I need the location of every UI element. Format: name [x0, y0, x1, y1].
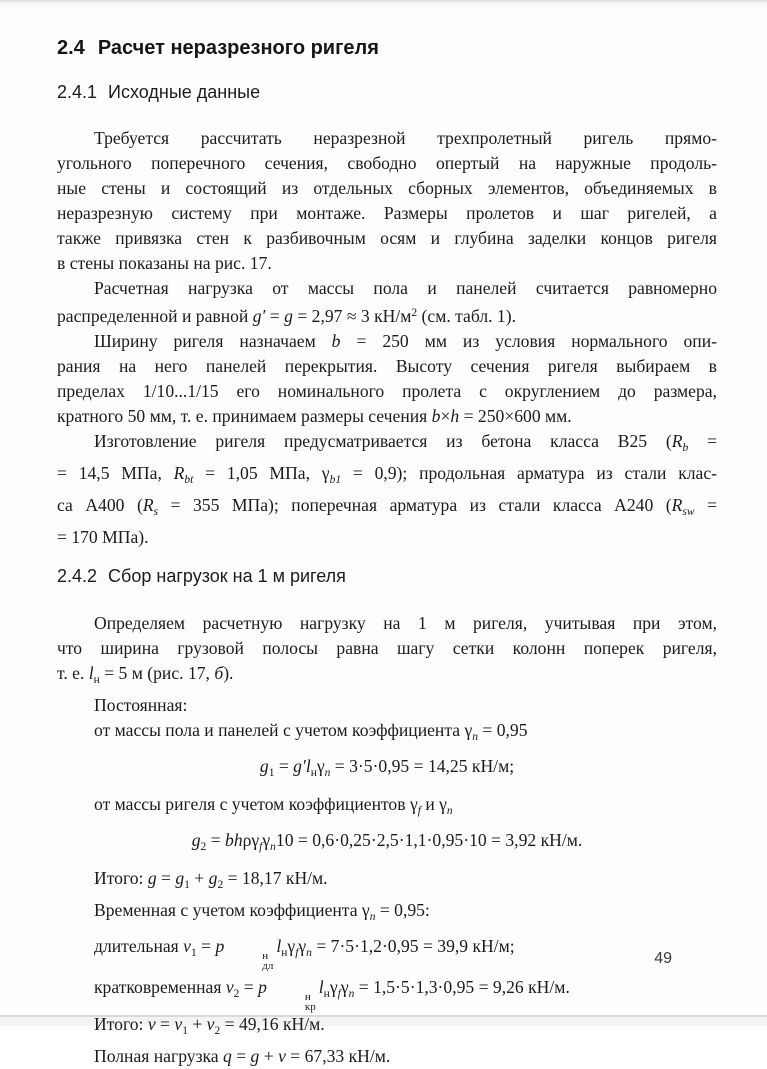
- text-line: от массы пола и панелей с учетом коэффициента $\gamma_n = 0,95$: [94, 720, 528, 743]
- text-line: неразрезную систему при монтаже. Размеры пролетов и шаг ригелей, а: [57, 203, 717, 223]
- formula-line: $g_2 = bh\rho\gamma_f\gamma_n10 = 0,6\cdot 0,25\cdot 2,5\cdot 1,1\cdot 0,95\cdot 10 = 3,92$ кН/м.: [191, 830, 583, 853]
- text-line: распределенной и равной g′ = g = 2,97 ≈ 3 $кН/м^2$ (см. табл. 1).: [57, 306, 516, 326]
- text-line: что ширина грузовой полосы равна шагу сетки колонн поперек ригеля,: [57, 638, 717, 658]
- section-heading: 2.4 Расчет неразрезного ригеля: [57, 37, 379, 59]
- text-line: Временная с учетом коэффициента $\gamma_n = 0,95$:: [94, 900, 430, 923]
- text-line: угольного поперечного сечения, свободно опертый на наружные продоль-: [57, 153, 717, 173]
- text-line: Ширину ригеля назначаем b = 250 мм из условия нормального опи-: [94, 331, 717, 351]
- text-line: Полная нагрузка q = g + v = 67,33 кН/м.: [94, 1046, 391, 1066]
- text-line: также привязка стен к разбивочным осям и глубина заделки концов ригеля: [57, 228, 717, 248]
- text-line: Итого: $v = v_1 + v_2 = 49,16$ кН/м.: [94, 1014, 325, 1037]
- text-line: ные стены и состоящий из отдельных сборных элементов, объединяемых в: [57, 178, 717, 198]
- text-line: Постоянная:: [94, 695, 188, 715]
- text-line: Итого: $g = g_1 + g_2 = 18,17$ кН/м.: [94, 868, 328, 891]
- formula-line: длительная $v_1 = p$ н дл $l_н\gamma_f\gamma_n = 7\cdot 5\cdot 1,2\cdot 0,95 = 39,9$ кН/м;: [94, 936, 515, 972]
- text-line: са А400 ($R_s = 355$ МПа); поперечная арматура из стали класса А240 ($R_{sw}$ =: [57, 495, 717, 518]
- sub-sup-stack: н дл: [262, 950, 274, 972]
- text-line: кратного 50 мм, т. е. принимаем размеры сечения b×h = 250×600 мм.: [57, 406, 572, 426]
- text-column: [57, 32, 717, 1069]
- text-line: т. е. $l_н = 5$ м (рис. 17, б).: [57, 663, 234, 686]
- text-line: пределах 1/10...1/15 его номинального пролета с округлением до размера,: [57, 381, 717, 401]
- text-line: от массы ригеля с учетом коэффициентов $\gamma_f$ и $\gamma_n$: [94, 794, 453, 817]
- page-number: 49: [654, 950, 672, 967]
- text-line: Требуется рассчитать неразрезной трехпролетный ригель прямо-: [94, 128, 717, 148]
- sub-sup-stack: н кр: [304, 991, 316, 1013]
- text-line: Изготовление ригеля предусматривается из бетона класса В25 ($R_b$ =: [94, 431, 717, 454]
- text-line: в стены показаны на рис. 17.: [57, 253, 272, 273]
- text-line: Расчетная нагрузка от массы пола и панелей считается равномерно: [94, 278, 717, 298]
- subsection-heading: 2.4.1 Исходные данные: [57, 82, 261, 102]
- text-line: = 14,5 МПа, $R_{bt} = 1,05$ МПа, $\gamma_{b1} = 0,9$); продольная арматура из стали клас-: [57, 463, 717, 486]
- formula-line: $g_1 = g'l_н\gamma_n = 3\cdot 5\cdot 0,95 = 14,25$ кН/м;: [259, 756, 515, 779]
- formula-line: кратковременная $v_2 = p$ н кр $l_н\gamma_f\gamma_n = 1,5\cdot 5\cdot 1,3\cdot 0,95 = 9,26$ кН/м.: [94, 977, 570, 1013]
- text-line: = 170 МПа).: [57, 527, 149, 547]
- text-line: рания на него панелей перекрытия. Высоту сечения ригеля выбираем в: [57, 356, 717, 376]
- text-line: Определяем расчетную нагрузку на 1 м ригеля, учитывая при этом,: [94, 613, 717, 633]
- subsection-heading: 2.4.2 Сбор нагрузок на 1 м ригеля: [57, 566, 346, 586]
